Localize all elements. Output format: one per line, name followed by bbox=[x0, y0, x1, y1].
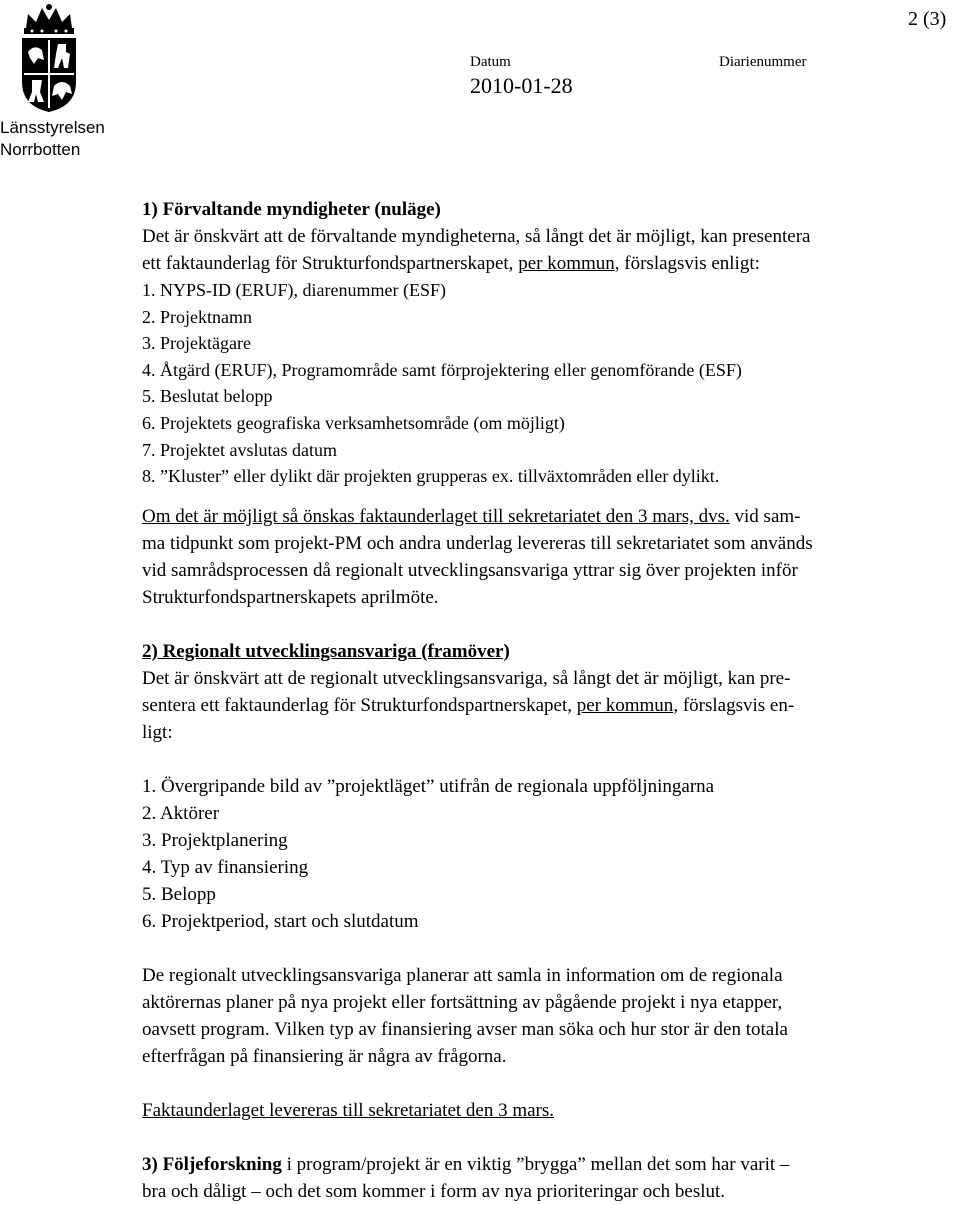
section2-para-line: oavsett program. Vilken typ av finansiering avser man söka och hur stor är den totala bbox=[142, 1018, 788, 1040]
list-item: 2. Projektnamn bbox=[142, 306, 252, 327]
section1-note-line: vid samrådsprocessen då regionalt utvecklingsansvariga yttrar sig över projekten inför bbox=[142, 559, 798, 581]
section2-intro-suffix: , förslagsvis en- bbox=[673, 694, 795, 716]
section1-note-line: Strukturfondspartnerskapets aprilmöte. bbox=[142, 586, 439, 608]
date-label: Datum bbox=[470, 54, 511, 70]
list-item: 5. Beslutat belopp bbox=[142, 386, 273, 407]
section1-list bbox=[142, 277, 947, 490]
section1-intro-text: ett faktaunderlag för Strukturfondspartnerskapet, bbox=[142, 253, 519, 274]
section2-para-line: aktörernas planer på nya projekt eller fortsättning av pågående projekt i nya etapper, bbox=[142, 991, 783, 1013]
section2-intro-text: sentera ett faktaunderlag för Strukturfondspartnerskapet, bbox=[142, 694, 577, 716]
section1-heading: 1) Förvaltande myndigheter (nuläge) bbox=[142, 199, 441, 220]
coat-of-arms-icon bbox=[14, 2, 84, 114]
section1-intro-suffix: , förslagsvis enligt: bbox=[614, 253, 760, 274]
section1-intro-line2 bbox=[142, 250, 947, 277]
list-item: 1. NYPS-ID (ERUF), diarenummer (ESF) bbox=[142, 280, 446, 300]
section2-para-line: efterfrågan på finansiering är några av frågorna. bbox=[142, 1045, 507, 1067]
section2-per-kommun: per kommun bbox=[576, 694, 674, 716]
list-item: 5. Belopp bbox=[142, 883, 216, 905]
registration-number-label: Diarienummer bbox=[719, 54, 807, 70]
organization-line-2: Norrbotten bbox=[0, 140, 81, 159]
section2-intro-line2 bbox=[142, 692, 947, 719]
list-item: 4. Åtgärd (ERUF), Programområde samt förprojektering eller genomförande (ESF) bbox=[142, 359, 742, 380]
list-item: 6. Projektperiod, start och slutdatum bbox=[142, 910, 419, 932]
section1-per-kommun: per kommun bbox=[518, 253, 615, 274]
date-value: 2010-01-28 bbox=[470, 73, 573, 98]
section2-heading: 2) Regionalt utvecklingsansvariga (framöver) bbox=[142, 640, 510, 662]
section1-intro-line1: Det är önskvärt att de förvaltande myndigheterna, så långt det är möjligt, kan presentera bbox=[142, 226, 811, 247]
section3-line2: bra och dåligt – och det som kommer i form av nya prioriteringar och beslut. bbox=[142, 1180, 726, 1202]
section2-para-line: De regionalt utvecklingsansvariga planerar att samla in information om de regionala bbox=[142, 964, 783, 986]
section2-intro-line3: ligt: bbox=[142, 721, 173, 743]
section1-note-rest: vid sam- bbox=[729, 505, 801, 527]
document-body bbox=[142, 196, 947, 1205]
list-item: 7. Projektet avslutas datum bbox=[142, 439, 337, 460]
section3-line1 bbox=[142, 1151, 947, 1178]
list-item: 4. Typ av finansiering bbox=[142, 856, 309, 878]
section1-note-line1 bbox=[142, 503, 947, 530]
section2-deadline: Faktaunderlaget levereras till sekretariatet den 3 mars. bbox=[142, 1099, 555, 1121]
list-item: 1. Övergripande bild av ”projektläget” utifrån de regionala uppföljningarna bbox=[142, 775, 715, 797]
section1-note-underlined: Om det är möjligt så önskas faktaunderlaget till sekretariatet den 3 mars, dvs. bbox=[142, 505, 730, 527]
page-number: 2 (3) bbox=[908, 8, 947, 30]
list-item: 6. Projektets geografiska verksamhetsområde (om möjligt) bbox=[142, 412, 565, 433]
section2-list bbox=[142, 773, 947, 935]
organization-line-1: Länsstyrelsen bbox=[0, 118, 105, 137]
list-item: 8. ”Kluster” eller dylikt där projekten grupperas ex. tillväxtområden eller dylikt. bbox=[142, 466, 720, 487]
section1-note-line: ma tidpunkt som projekt-PM och andra underlag levereras till sekretariatet som används bbox=[142, 532, 813, 554]
section3-heading: 3) Följeforskning bbox=[142, 1153, 282, 1175]
list-item: 2. Aktörer bbox=[142, 802, 220, 824]
section3-text: i program/projekt är en viktig ”brygga” mellan det som har varit – bbox=[281, 1153, 790, 1175]
section2-intro-line1: Det är önskvärt att de regionalt utvecklingsansvariga, så långt det är möjligt, kan pre- bbox=[142, 667, 791, 689]
list-item: 3. Projektägare bbox=[142, 333, 251, 354]
list-item: 3. Projektplanering bbox=[142, 829, 288, 851]
organization-name bbox=[0, 117, 105, 161]
